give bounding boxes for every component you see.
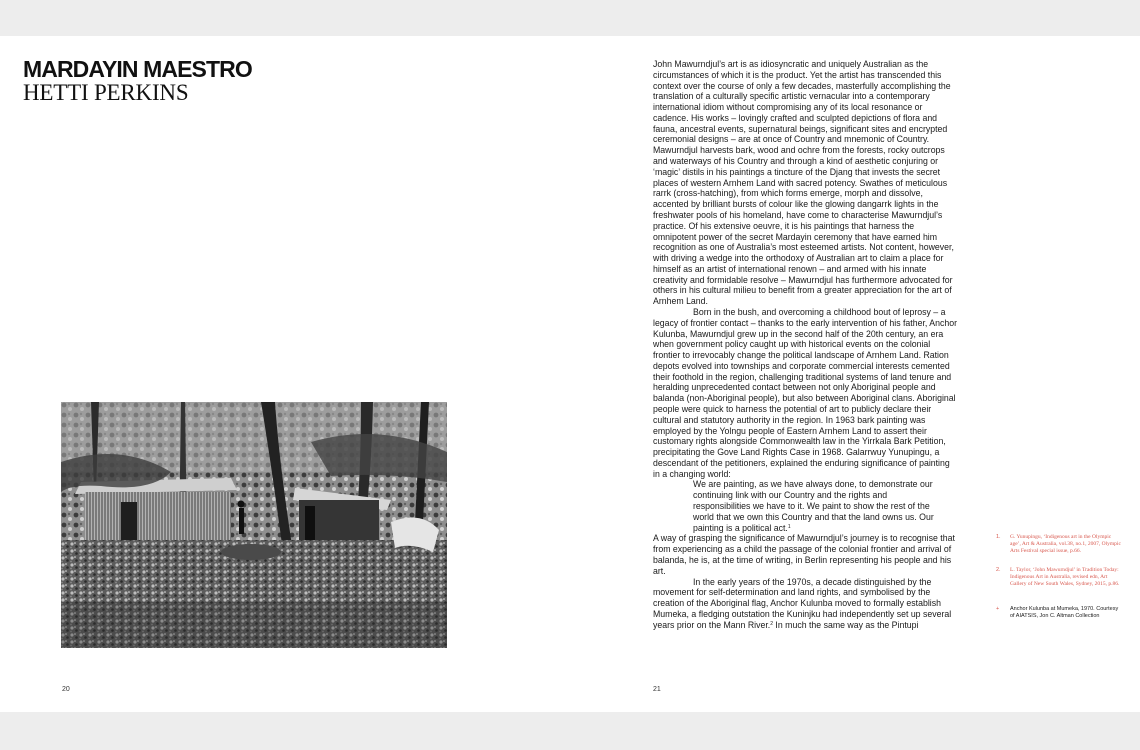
page-number-right: 21 [653,686,661,693]
footnote-text: G. Yunupingu, ‘Indigenous art in the Olympic age’, Art & Australia, vol.38, no.1, 2007, Olympic Arts Festival special issue, p.66. [1010,534,1121,555]
title-main: MARDAYIN MAESTRO [23,56,252,82]
footnote-2 [996,567,1121,589]
caption-text: Anchor Kulunba at Mumeka, 1970. Courtesy of AIATSIS, Jon C. Altman Collection [1010,606,1119,620]
paragraph-4: In the early years of the 1970s, a decade distinguished by the movement for self-determination and land rights, and symbolised by the creation of the Aboriginal flag, Anchor Kulunba moved to formally establish Mumeka, a fledging outstation the Kuninjku had independently set up several years prior on the Mann River.$^2$ In much the same way as the Pintupi [653,576,952,630]
footnote-ref-2[interactable]: 2 [770,620,773,627]
sidenotes [996,534,1121,632]
paragraph-1: John Mawurndjul’s art is as idiosyncratic and uniquely Australian as the circumstances of which it is the product. Yet the artist has transcended this context over the course of only a few decades, masterfully accomplishing the translation of a culturally specific artistic vernacular into a contemporary international idiom without compromising any of its local resonance or cadence. His works – lovingly crafted and sculpted depictions of flora and fauna, ancestral events, supernatural beings, significant sites and encrypted ceremonial designs – are at once of Country and mnemonic of Country. Mawurndjul harvests bark, wood and ochre from the forests, rocky outcrops and waterways of his Country and through a kind of aesthetic conjuring or ‘magic’ distils in his paintings a tincture of the Djang that invests the secret places of western Arnhem Land with sacred potency. Swathes of meticulous rarrk (cross-hatching), from which forms emerge, morph and dissolve, accented by brilliant bursts of colour like the glowing dangarrk lights in the freshwater pools of his homeland, have come to characterise Mawurndjul’s practice. Of his extensive oeuvre, it is his paintings that harness the omnipotent power of the secret Mardayin ceremony that have earned him recognition as one of Australia’s most esteemed artists. Not content, however, with driving a wedge into the orthodoxy of Australian art to claim a place for himself as an artist of international renown – and armed with his innate creativity and formidable resolve – Mawurndjul has furthermore advocated for others in his cultural milieu to benefit from a greater appreciation for the art of Arnhem Land. [653,59,954,307]
author-name: HETTI PERKINS [23,80,189,105]
footnote-number: 1. [996,534,1001,540]
body-text [653,59,958,630]
archival-photo [61,402,447,648]
book-spread [0,36,1140,712]
footnote-number: 2. [996,566,1001,573]
photo-illustration [61,402,447,648]
quote-text: We are painting, as we have always done, to demonstrate our continuing link with our Country and the rights and responsibilities we have to it. We paint to show the rest of the world that we own this Country and that the land owns us. Our painting is a political act. [693,479,934,533]
footnote-ref-1[interactable]: 1 [787,523,791,530]
footnote-text: L. Taylor, ‘John Mawurndjul’ in Tradition Today: Indigenous Art in Australia, revised edn, Art Gallery of New South Wales, Sydney, 2015, p.86. [1010,566,1120,588]
caption-marker: + [996,606,1000,613]
paragraph-2: Born in the bush, and overcoming a childhood bout of leprosy – a legacy of frontier contact – thanks to the early intervention of his father, Anchor Kulunba, Mawurndjul grew up in the second half of the 20th century, an era when government policy caught up with historical events on the colonial frontier to irrevocably change the political landscape of Arnhem Land. Ration depots evolved into townships and corporate commercial interests cemented their foothold in the region, challenging traditional systems of land tenure and heralding unprecedented contact between not only Aboriginal people and balanda (non-Aboriginal people), but also between Aboriginal clans. Aboriginal people were quick to harness the potential of art to publicly declare their cultural and statutory authority in the region. In 1963 bark painting was employed by the Yolngu people of Eastern Arnhem Land to assert their customary rights alongside Commonwealth law in the Yirrkala Bark Petition, precipitating the Gove Land Rights Case in 1968. Galarrwuy Yunupingu, a descendant of the petitioners, explained the enduring significance of painting in a changing world: [653,306,957,479]
paragraph-3: A way of grasping the significance of Mawurndjul’s journey is to recognise that from experiencing as a child the passage of the colonial frontier and arrival of balanda, he is, at the time of writing, in Berlin representing his people and his art. [653,533,955,576]
page-number-left: 20 [62,686,70,693]
photo-caption [996,606,1121,620]
footnote-1 [996,534,1121,556]
article-title [23,58,252,104]
block-quote [653,479,958,533]
